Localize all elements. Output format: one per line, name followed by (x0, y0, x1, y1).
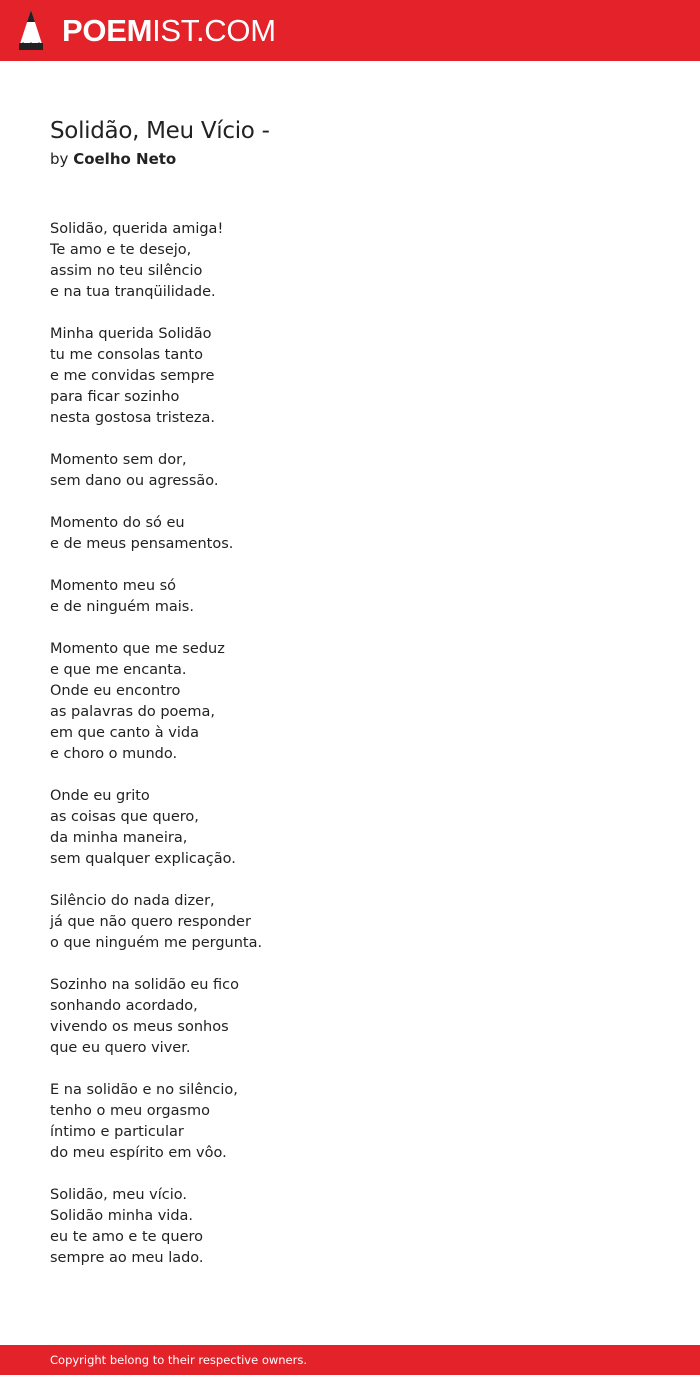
poem-line: sem dano ou agressão. (50, 473, 219, 489)
poem-line: o que ninguém me pergunta. (50, 935, 263, 951)
poem-line: da minha maneira, (50, 830, 188, 846)
poem-title: Solidão, Meu Vício - (50, 118, 270, 144)
poem-line: e me convidas sempre (50, 368, 215, 384)
poem-body (50, 219, 650, 1290)
poem-line: Solidão, querida amiga! (50, 221, 224, 237)
poem-stanza (50, 219, 650, 303)
author-name[interactable]: Coelho Neto (73, 150, 177, 168)
poem-line: Momento que me seduz (50, 641, 225, 657)
poem-line: sonhando acordado, (50, 998, 198, 1014)
poem-line: Onde eu encontro (50, 683, 181, 699)
copyright-text: Copyright belong to their respective owners. (50, 1353, 308, 1367)
poem-stanza (50, 576, 650, 618)
poem-line: e de ninguém mais. (50, 599, 194, 615)
poem-line: assim no teu silêncio (50, 263, 203, 279)
poem-line: Momento meu só (50, 578, 177, 594)
poem-line: Solidão minha vida. (50, 1208, 194, 1224)
site-header (0, 0, 700, 61)
poem-stanza (50, 891, 650, 954)
poem-line: Onde eu grito (50, 788, 150, 804)
poem-stanza (50, 1185, 650, 1269)
poem-line: em que canto à vida (50, 725, 199, 741)
poem-stanza (50, 1080, 650, 1164)
poem-line: eu te amo e te quero (50, 1229, 204, 1245)
poem-line: Solidão, meu vício. (50, 1187, 187, 1203)
poem-line: Momento sem dor, (50, 452, 187, 468)
poem-line: sempre ao meu lado. (50, 1250, 204, 1266)
poem-line: do meu espírito em vôo. (50, 1145, 227, 1161)
poem-line: sem qualquer explicação. (50, 851, 236, 867)
poem-line: vivendo os meus sonhos (50, 1019, 229, 1035)
poem-stanza (50, 639, 650, 765)
poem-line: já que não quero responder (50, 914, 251, 930)
poem-line: tenho o meu orgasmo (50, 1103, 211, 1119)
poem-line: nesta gostosa tristeza. (50, 410, 216, 426)
poem-line: Silêncio do nada dizer, (50, 893, 215, 909)
by-label: by (50, 150, 69, 168)
poem-line: e de meus pensamentos. (50, 536, 234, 552)
poem-stanza (50, 450, 650, 492)
poem-line: íntimo e particular (50, 1124, 184, 1140)
poem-stanza (50, 324, 650, 429)
poem-stanza (50, 975, 650, 1059)
poem-line: tu me consolas tanto (50, 347, 203, 363)
poem-byline (50, 149, 176, 169)
poem-line: e choro o mundo. (50, 746, 178, 762)
poem-line: que eu quero viver. (50, 1040, 191, 1056)
site-footer (0, 1345, 700, 1375)
poem-line: para ficar sozinho (50, 389, 180, 405)
poem-stanza (50, 786, 650, 870)
poem-line: E na solidão e no silêncio, (50, 1082, 238, 1098)
brand-bold-text: POEM (62, 13, 153, 48)
poem-stanza (50, 513, 650, 555)
poem-line: as palavras do poema, (50, 704, 215, 720)
pencil-logo-icon[interactable] (18, 9, 44, 51)
site-brand-link[interactable] (62, 13, 276, 49)
brand-thin-text: IST.COM (152, 13, 276, 48)
poem-line: Momento do só eu (50, 515, 185, 531)
poem-line: e que me encanta. (50, 662, 187, 678)
poem-line: Te amo e te desejo, (50, 242, 192, 258)
poem-line: Minha querida Solidão (50, 326, 212, 342)
poem-line: as coisas que quero, (50, 809, 199, 825)
poem-line: Sozinho na solidão eu fico (50, 977, 240, 993)
poem-line: e na tua tranqüilidade. (50, 284, 216, 300)
